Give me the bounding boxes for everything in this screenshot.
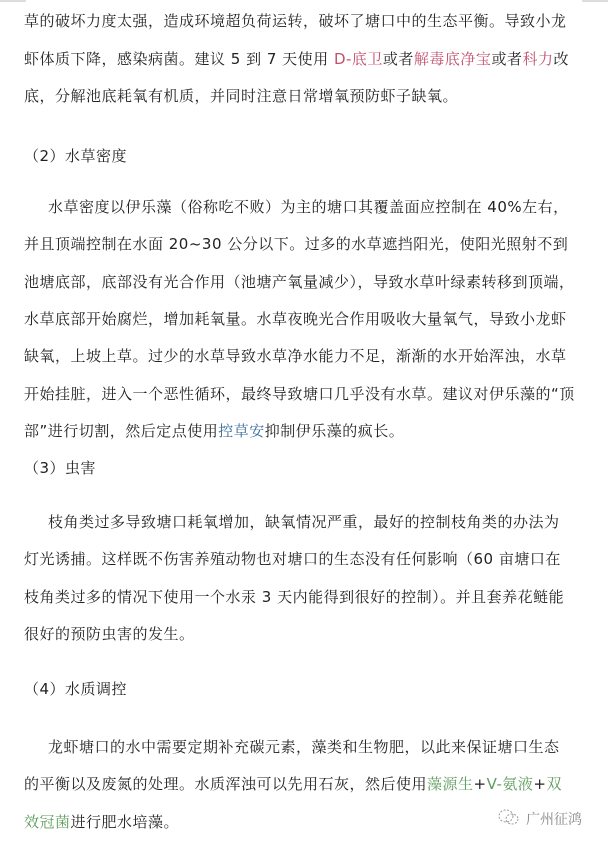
product-name-highlight: 效冠菌	[24, 813, 71, 831]
text-line	[24, 376, 575, 413]
text-segment: （3）虫害	[24, 459, 97, 477]
text-segment: 改	[553, 50, 569, 68]
text-segment: 抑制伊乐藻的疯长。	[264, 422, 405, 440]
text-segment: （2）水草密度	[24, 147, 128, 165]
text-line	[24, 138, 127, 175]
text-line	[24, 450, 96, 487]
product-name-highlight: D-底卫	[333, 50, 383, 68]
text-line	[24, 338, 567, 375]
text-segment: 开始挂脏，进入一个恶性循环，最终导致塘口几乎没有水草。建议对伊乐藻的“顶	[24, 385, 575, 403]
text-segment: +	[533, 775, 547, 793]
text-segment: 很好的预防虫害的发生。	[24, 625, 195, 643]
text-line	[48, 504, 560, 541]
text-segment: 缺氧，上坡上草。过少的水草导致水草净水能力不足，渐渐的水开始浑浊，水草	[24, 347, 567, 365]
text-segment: 虾体质下降，感染病菌。建议 5 到 7 天使用	[24, 50, 334, 68]
text-line	[24, 3, 567, 40]
text-segment: +	[473, 775, 487, 793]
text-line	[24, 541, 561, 578]
text-segment: 枝角类过多导致塘口耗氧增加，缺氧情况严重，最好的控制枝角类的办法为	[48, 513, 560, 531]
text-segment: 部”进行切割，然后定点使用	[24, 422, 219, 440]
text-line	[24, 766, 562, 803]
text-line	[24, 264, 575, 301]
text-line	[24, 579, 564, 616]
text-segment: （4）水质调控	[24, 680, 128, 698]
text-line	[24, 226, 568, 263]
text-segment: 底，分解池底耗氧有机质，并同时注意日常增氧预防虾子缺氧。	[24, 87, 459, 105]
text-line	[24, 41, 569, 78]
page-edge-right	[582, 0, 608, 2]
text-segment: 或者	[491, 50, 523, 68]
page-edge-left	[0, 0, 26, 2]
text-line	[24, 671, 127, 708]
product-name-highlight: 解毒底净宝	[413, 50, 492, 68]
text-segment: 灯光诱捕。这样既不伤害养殖动物也对塘口的生态没有任何影响（60 亩塘口在	[24, 550, 561, 568]
text-segment: 或者	[382, 50, 414, 68]
product-name-highlight: 控草安	[218, 422, 265, 440]
text-segment: 池塘底部，底部没有光合作用（池塘产氧量减少），导致水草叶绿素转移到顶端，	[24, 273, 575, 291]
text-segment: 水草密度以伊乐藻（俗称吃不败）为主的塘口其覆盖面应控制在 40%左右，	[48, 198, 569, 216]
product-name-highlight: V-氨液	[486, 775, 534, 793]
text-segment: 并且顶端控制在水面 20~30 公分以下。过多的水草遮挡阳光，使阳光照射不到	[24, 235, 569, 253]
text-line	[24, 78, 458, 115]
watermark-text: 广州征鸿	[526, 812, 582, 828]
product-name-highlight: 双	[546, 775, 562, 793]
text-line	[24, 301, 567, 338]
text-line	[48, 189, 569, 226]
text-segment: 进行肥水培藻。	[70, 813, 180, 831]
text-segment: 的平衡以及废氮的处理。水质浑浊可以先用石灰，然后使用	[24, 775, 428, 793]
text-line	[24, 616, 195, 653]
text-line	[24, 413, 404, 450]
watermark	[498, 808, 582, 830]
text-line	[24, 804, 179, 841]
wechat-icon	[498, 808, 520, 830]
text-segment: 草的破坏力度太强，造成环境超负荷运转，破坏了塘口中的生态平衡。导致小龙	[24, 12, 567, 30]
product-name-highlight: 藻源生	[427, 775, 474, 793]
text-line	[48, 729, 560, 766]
text-segment: 水草底部开始腐烂，增加耗氧量。水草夜晚光合作用吸收大量氧气，导致小龙虾	[24, 310, 567, 328]
product-name-highlight: 科力	[522, 50, 554, 68]
text-segment: 枝角类过多的情况下使用一个水汞 3 天内能得到很好的控制）。并且套养花鲢能	[24, 588, 565, 606]
text-segment: 龙虾塘口的水中需要定期补充碳元素，藻类和生物肥，以此来保证塘口生态	[48, 738, 560, 756]
